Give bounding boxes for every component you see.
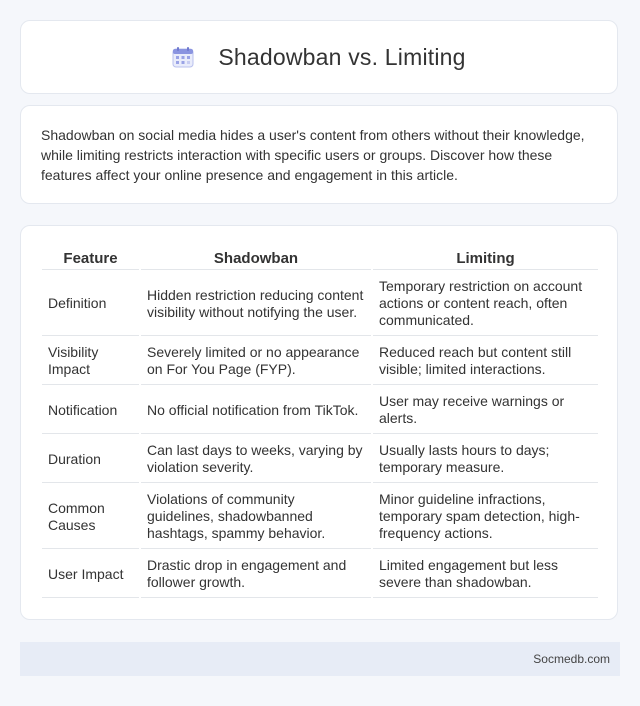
- limiting-cell: Reduced reach but content still visible; limited interactions.: [372, 336, 598, 385]
- limiting-cell: Temporary restriction on account actions or content reach, often communicated.: [372, 270, 598, 336]
- calendar-icon: [172, 46, 194, 68]
- footer-bar: [20, 642, 620, 676]
- comparison-table-card: [20, 225, 618, 620]
- footer-site-link[interactable]: Socmedb.com: [533, 652, 610, 666]
- feature-cell: Notification: [42, 385, 140, 434]
- feature-cell: User Impact: [42, 549, 140, 598]
- column-header-limiting: Limiting: [372, 246, 598, 270]
- intro-text: Shadowban on social media hides a user's content from others without their knowledge, while limiting restricts interaction with specific users or groups. Discover how these features affect your online presence and engagement in this article.: [41, 127, 585, 183]
- feature-cell: Common Causes: [42, 483, 140, 549]
- column-header-feature: Feature: [42, 246, 140, 270]
- shadowban-cell: Severely limited or no appearance on For You Page (FYP).: [140, 336, 372, 385]
- feature-cell: Definition: [42, 270, 140, 336]
- shadowban-cell: Violations of community guidelines, shadowbanned hashtags, spammy behavior.: [140, 483, 372, 549]
- table-row: [42, 385, 598, 434]
- title-card: [20, 20, 618, 94]
- shadowban-cell: Hidden restriction reducing content visibility without notifying the user.: [140, 270, 372, 336]
- shadowban-cell: Can last days to weeks, varying by violation severity.: [140, 434, 372, 483]
- shadowban-cell: Drastic drop in engagement and follower growth.: [140, 549, 372, 598]
- shadowban-cell: No official notification from TikTok.: [140, 385, 372, 434]
- table-row: [42, 270, 598, 336]
- limiting-cell: User may receive warnings or alerts.: [372, 385, 598, 434]
- limiting-cell: Usually lasts hours to days; temporary measure.: [372, 434, 598, 483]
- page-title: Shadowban vs. Limiting: [218, 43, 466, 70]
- feature-cell: Duration: [42, 434, 140, 483]
- table-row: [42, 434, 598, 483]
- limiting-cell: Minor guideline infractions, temporary spam detection, high-frequency actions.: [372, 483, 598, 549]
- intro-card: [20, 105, 618, 204]
- comparison-table: [42, 246, 598, 598]
- table-row: [42, 483, 598, 549]
- table-row: [42, 549, 598, 598]
- column-header-shadowban: Shadowban: [140, 246, 372, 270]
- feature-cell: Visibility Impact: [42, 336, 140, 385]
- table-row: [42, 336, 598, 385]
- table-header-row: [42, 246, 598, 270]
- limiting-cell: Limited engagement but less severe than shadowban.: [372, 549, 598, 598]
